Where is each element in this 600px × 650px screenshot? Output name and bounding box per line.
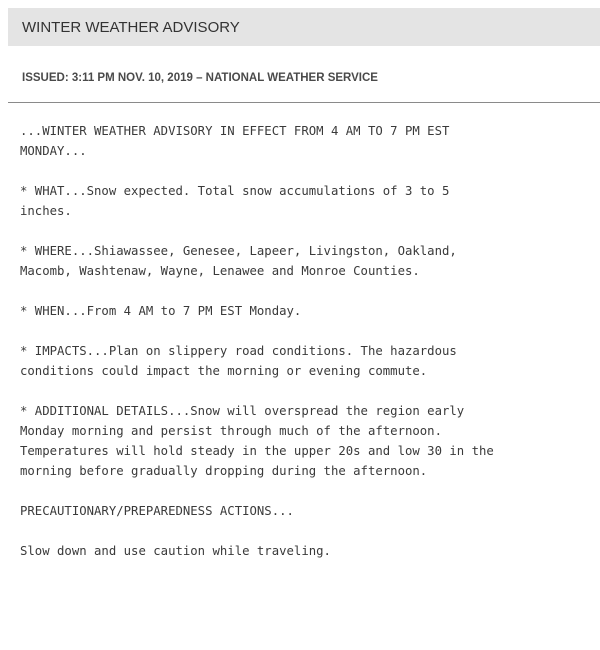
issued-line: ISSUED: 3:11 PM NOV. 10, 2019 – NATIONAL WEATHER SERVICE [22, 72, 378, 84]
advisory-panel [8, 8, 600, 650]
advisory-paragraph-where: * WHERE...Shiawassee, Genesee, Lapeer, Livingston, Oakland, Macomb, Washtenaw, Wayne, Lenawee and Monroe Counties. [20, 244, 457, 278]
advisory-paragraph-details: * ADDITIONAL DETAILS...Snow will overspread the region early Monday morning and persist through much of the afternoon. Temperatures will hold steady in the upper 20s and low 30 in the morning before gradually dropping during the afternoon. [20, 404, 494, 478]
advisory-header [8, 8, 600, 46]
advisory-paragraph-impacts: * IMPACTS...Plan on slippery road conditions. The hazardous conditions could impact the morning or evening commute. [20, 344, 457, 378]
advisory-paragraph-actions: Slow down and use caution while traveling. [20, 544, 331, 558]
advisory-title: WINTER WEATHER ADVISORY [22, 18, 240, 36]
advisory-paragraph-headline: ...WINTER WEATHER ADVISORY IN EFFECT FROM 4 AM TO 7 PM EST MONDAY... [20, 124, 450, 158]
advisory-body [8, 103, 600, 561]
advisory-paragraph-when: * WHEN...From 4 AM to 7 PM EST Monday. [20, 304, 302, 318]
advisory-paragraph-actions-heading: PRECAUTIONARY/PREPAREDNESS ACTIONS... [20, 504, 294, 518]
advisory-paragraph-what: * WHAT...Snow expected. Total snow accumulations of 3 to 5 inches. [20, 184, 450, 218]
